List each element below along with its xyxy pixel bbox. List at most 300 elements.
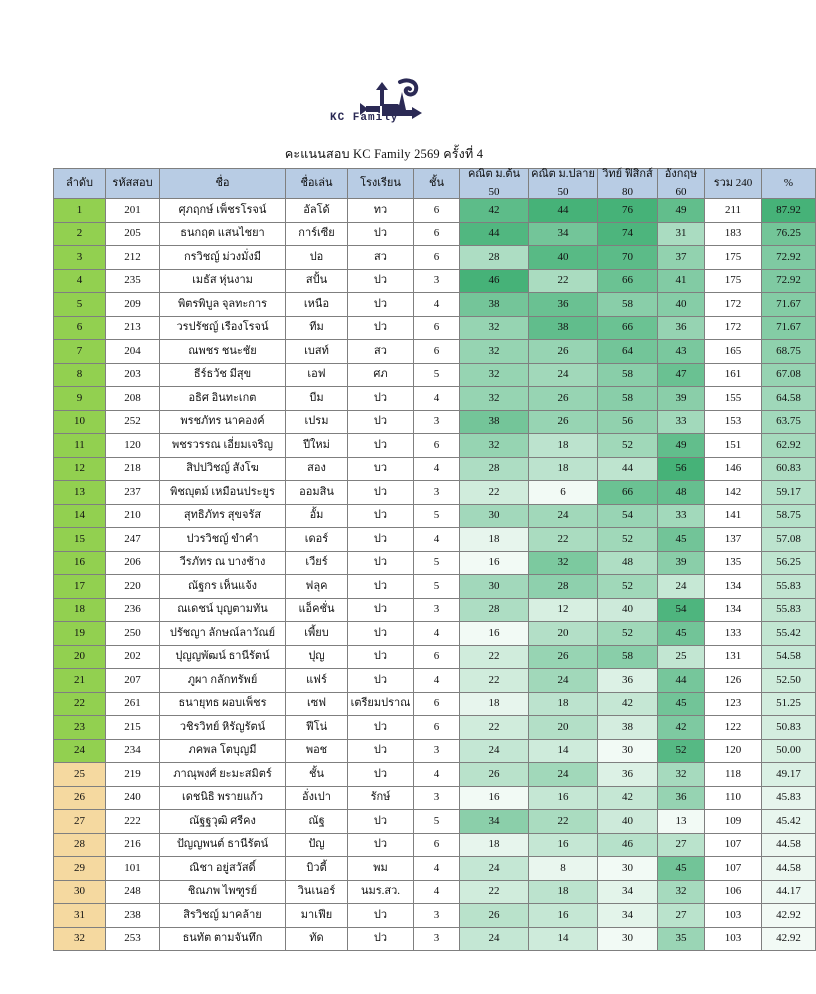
cell-total: 126 bbox=[705, 669, 762, 693]
cell-code: 240 bbox=[106, 786, 160, 810]
cell-school: ศภ bbox=[348, 363, 414, 387]
cell-s2: 26 bbox=[529, 340, 598, 364]
cell-total: 107 bbox=[705, 833, 762, 857]
cell-name: ชิณภพ ไพฑูรย์ bbox=[160, 880, 286, 904]
cell-name: เดชนิธิ พรายแก้ว bbox=[160, 786, 286, 810]
cell-grade: 6 bbox=[414, 222, 460, 246]
cell-school: นมร.สว. bbox=[348, 880, 414, 904]
cell-rank: 25 bbox=[54, 763, 106, 787]
cell-s2: 22 bbox=[529, 269, 598, 293]
cell-s2: 22 bbox=[529, 810, 598, 834]
cell-s2: 16 bbox=[529, 904, 598, 928]
cell-total: 110 bbox=[705, 786, 762, 810]
cell-total: 106 bbox=[705, 880, 762, 904]
cell-name: อธิศ อินทะเกต bbox=[160, 387, 286, 411]
cell-code: 235 bbox=[106, 269, 160, 293]
cell-pct: 72.92 bbox=[762, 246, 816, 270]
cell-name: ภูผา กลักทรัพย์ bbox=[160, 669, 286, 693]
cell-s3: 52 bbox=[598, 528, 658, 552]
cell-name: วรปรัชญ์ เรืองโรจน์ bbox=[160, 316, 286, 340]
cell-s4: 45 bbox=[658, 857, 705, 881]
col-header-label: ชั้น bbox=[429, 176, 444, 189]
cell-s4: 36 bbox=[658, 786, 705, 810]
cell-s3: 34 bbox=[598, 880, 658, 904]
cell-s4: 39 bbox=[658, 387, 705, 411]
cell-school: ปว bbox=[348, 763, 414, 787]
table-row bbox=[54, 504, 816, 528]
cell-s3: 34 bbox=[598, 904, 658, 928]
cell-rank: 12 bbox=[54, 457, 106, 481]
col-header-label: รวม 240 bbox=[713, 176, 753, 189]
cell-grade: 6 bbox=[414, 434, 460, 458]
cell-s3: 52 bbox=[598, 622, 658, 646]
cell-code: 206 bbox=[106, 551, 160, 575]
table-row bbox=[54, 786, 816, 810]
cell-s3: 76 bbox=[598, 199, 658, 223]
cell-rank: 5 bbox=[54, 293, 106, 317]
cell-pct: 59.17 bbox=[762, 481, 816, 505]
table-row bbox=[54, 457, 816, 481]
cell-grade: 3 bbox=[414, 269, 460, 293]
cell-s4: 56 bbox=[658, 457, 705, 481]
cell-s1: 16 bbox=[460, 786, 529, 810]
cell-code: 237 bbox=[106, 481, 160, 505]
cell-s1: 32 bbox=[460, 387, 529, 411]
cell-s4: 27 bbox=[658, 904, 705, 928]
cell-code: 218 bbox=[106, 457, 160, 481]
cell-school: ปว bbox=[348, 575, 414, 599]
cell-rank: 24 bbox=[54, 739, 106, 763]
cell-nick: สปั้น bbox=[286, 269, 348, 293]
cell-code: 213 bbox=[106, 316, 160, 340]
cell-pct: 58.75 bbox=[762, 504, 816, 528]
cell-pct: 52.50 bbox=[762, 669, 816, 693]
cell-s2: 44 bbox=[529, 199, 598, 223]
cell-rank: 31 bbox=[54, 904, 106, 928]
cell-name: ณพชร ชนะชัย bbox=[160, 340, 286, 364]
col-header-s3 bbox=[598, 169, 658, 199]
cell-rank: 14 bbox=[54, 504, 106, 528]
cell-total: 134 bbox=[705, 598, 762, 622]
cell-s4: 49 bbox=[658, 434, 705, 458]
cell-pct: 42.92 bbox=[762, 904, 816, 928]
cell-school: ปว bbox=[348, 528, 414, 552]
cell-pct: 44.58 bbox=[762, 857, 816, 881]
cell-grade: 3 bbox=[414, 786, 460, 810]
cell-name: สิรวิชญ์ มาคล้าย bbox=[160, 904, 286, 928]
cell-code: 120 bbox=[106, 434, 160, 458]
cell-name: วชิรวิทย์ หิรัญรัตน์ bbox=[160, 716, 286, 740]
cell-s1: 16 bbox=[460, 622, 529, 646]
cell-name: ธนกฤต แสนไชยา bbox=[160, 222, 286, 246]
cell-s1: 26 bbox=[460, 763, 529, 787]
cell-total: 211 bbox=[705, 199, 762, 223]
cell-code: 238 bbox=[106, 904, 160, 928]
cell-s4: 24 bbox=[658, 575, 705, 599]
cell-total: 103 bbox=[705, 927, 762, 951]
score-table bbox=[53, 168, 816, 951]
cell-rank: 32 bbox=[54, 927, 106, 951]
cell-grade: 3 bbox=[414, 410, 460, 434]
cell-s4: 44 bbox=[658, 669, 705, 693]
cell-s1: 18 bbox=[460, 833, 529, 857]
cell-code: 204 bbox=[106, 340, 160, 364]
cell-total: 122 bbox=[705, 716, 762, 740]
cell-grade: 6 bbox=[414, 716, 460, 740]
cell-name: สุทธิภัทร สุขจรัส bbox=[160, 504, 286, 528]
cell-school: ปว bbox=[348, 504, 414, 528]
cell-code: 201 bbox=[106, 199, 160, 223]
cell-pct: 55.83 bbox=[762, 575, 816, 599]
table-row bbox=[54, 598, 816, 622]
cell-school: ปว bbox=[348, 222, 414, 246]
cell-total: 141 bbox=[705, 504, 762, 528]
cell-s1: 22 bbox=[460, 645, 529, 669]
cell-s4: 45 bbox=[658, 528, 705, 552]
table-row bbox=[54, 199, 816, 223]
cell-nick: มาเฟีย bbox=[286, 904, 348, 928]
cell-s3: 70 bbox=[598, 246, 658, 270]
cell-s4: 41 bbox=[658, 269, 705, 293]
cell-s2: 14 bbox=[529, 739, 598, 763]
cell-school: ปว bbox=[348, 434, 414, 458]
cell-s3: 64 bbox=[598, 340, 658, 364]
cell-nick: วินเนอร์ bbox=[286, 880, 348, 904]
cell-pct: 45.83 bbox=[762, 786, 816, 810]
cell-s2: 32 bbox=[529, 551, 598, 575]
table-row bbox=[54, 551, 816, 575]
cell-pct: 45.42 bbox=[762, 810, 816, 834]
cell-name: ณิชา อยู่สวัสดิ์ bbox=[160, 857, 286, 881]
cell-s4: 13 bbox=[658, 810, 705, 834]
kc-family-anchor-logo-icon bbox=[324, 76, 444, 128]
cell-school: ปว bbox=[348, 598, 414, 622]
cell-nick: เหนือ bbox=[286, 293, 348, 317]
col-header-label: ชื่อเล่น bbox=[300, 176, 333, 189]
cell-total: 183 bbox=[705, 222, 762, 246]
cell-total: 172 bbox=[705, 293, 762, 317]
cell-name: ปุญญพัฒน์ ธานีรัตน์ bbox=[160, 645, 286, 669]
cell-name: กรวิชญ์ ม่วงมั่งมี bbox=[160, 246, 286, 270]
cell-total: 118 bbox=[705, 763, 762, 787]
cell-pct: 44.17 bbox=[762, 880, 816, 904]
cell-code: 202 bbox=[106, 645, 160, 669]
cell-pct: 55.42 bbox=[762, 622, 816, 646]
table-row bbox=[54, 880, 816, 904]
table-row bbox=[54, 904, 816, 928]
cell-nick: เซฟ bbox=[286, 692, 348, 716]
cell-s3: 30 bbox=[598, 857, 658, 881]
cell-pct: 72.92 bbox=[762, 269, 816, 293]
col-header-s1 bbox=[460, 169, 529, 199]
cell-nick: เอฟ bbox=[286, 363, 348, 387]
cell-pct: 87.92 bbox=[762, 199, 816, 223]
table-row bbox=[54, 293, 816, 317]
cell-rank: 29 bbox=[54, 857, 106, 881]
cell-school: ปว bbox=[348, 481, 414, 505]
cell-name: ปรัชญา ลักษณ์ลาวัณย์ bbox=[160, 622, 286, 646]
cell-name: พชรวรรณ เอี่ยมเจริญ bbox=[160, 434, 286, 458]
cell-s4: 49 bbox=[658, 199, 705, 223]
cell-s1: 22 bbox=[460, 669, 529, 693]
cell-code: 220 bbox=[106, 575, 160, 599]
col-header-label: ลำดับ bbox=[65, 176, 94, 189]
cell-rank: 15 bbox=[54, 528, 106, 552]
cell-s2: 12 bbox=[529, 598, 598, 622]
cell-nick: ฟลุค bbox=[286, 575, 348, 599]
cell-school: ปว bbox=[348, 551, 414, 575]
cell-s1: 32 bbox=[460, 434, 529, 458]
cell-rank: 1 bbox=[54, 199, 106, 223]
cell-school: ปว bbox=[348, 269, 414, 293]
cell-s2: 40 bbox=[529, 246, 598, 270]
cell-grade: 5 bbox=[414, 363, 460, 387]
cell-s3: 66 bbox=[598, 269, 658, 293]
cell-s3: 66 bbox=[598, 316, 658, 340]
table-row bbox=[54, 481, 816, 505]
cell-name: ณัฐกร เห็นแจ้ง bbox=[160, 575, 286, 599]
cell-grade: 4 bbox=[414, 387, 460, 411]
cell-grade: 6 bbox=[414, 692, 460, 716]
cell-name: ศุภฤกษ์ เพ็ชรโรจน์ bbox=[160, 199, 286, 223]
cell-nick: ออมสิน bbox=[286, 481, 348, 505]
cell-total: 165 bbox=[705, 340, 762, 364]
col-header-max: 80 bbox=[622, 185, 633, 198]
cell-s2: 36 bbox=[529, 293, 598, 317]
cell-pct: 44.58 bbox=[762, 833, 816, 857]
cell-rank: 3 bbox=[54, 246, 106, 270]
cell-s1: 32 bbox=[460, 340, 529, 364]
col-header-label: อังกฤษ bbox=[664, 168, 698, 180]
cell-s1: 42 bbox=[460, 199, 529, 223]
col-header-label: วิทย์ ฟิสิกส์ bbox=[602, 168, 653, 180]
cell-pct: 64.58 bbox=[762, 387, 816, 411]
cell-s4: 25 bbox=[658, 645, 705, 669]
cell-s1: 30 bbox=[460, 504, 529, 528]
cell-grade: 4 bbox=[414, 857, 460, 881]
col-header-total bbox=[705, 169, 762, 199]
cell-s3: 58 bbox=[598, 387, 658, 411]
cell-school: ปว bbox=[348, 410, 414, 434]
cell-grade: 6 bbox=[414, 246, 460, 270]
table-row bbox=[54, 363, 816, 387]
cell-s3: 58 bbox=[598, 293, 658, 317]
cell-code: 207 bbox=[106, 669, 160, 693]
cell-name: ภคพล โตบุญมี bbox=[160, 739, 286, 763]
cell-pct: 67.08 bbox=[762, 363, 816, 387]
cell-s3: 30 bbox=[598, 739, 658, 763]
cell-code: 248 bbox=[106, 880, 160, 904]
cell-s2: 22 bbox=[529, 528, 598, 552]
cell-s1: 44 bbox=[460, 222, 529, 246]
cell-s1: 18 bbox=[460, 528, 529, 552]
table-row bbox=[54, 269, 816, 293]
cell-s1: 46 bbox=[460, 269, 529, 293]
cell-code: 209 bbox=[106, 293, 160, 317]
cell-s1: 16 bbox=[460, 551, 529, 575]
cell-rank: 7 bbox=[54, 340, 106, 364]
cell-grade: 4 bbox=[414, 880, 460, 904]
table-row bbox=[54, 340, 816, 364]
cell-total: 137 bbox=[705, 528, 762, 552]
cell-total: 155 bbox=[705, 387, 762, 411]
cell-s4: 31 bbox=[658, 222, 705, 246]
cell-name: พิชญุตม์ เหมือนประยูร bbox=[160, 481, 286, 505]
cell-nick: อั้ม bbox=[286, 504, 348, 528]
cell-s3: 42 bbox=[598, 786, 658, 810]
cell-grade: 3 bbox=[414, 598, 460, 622]
cell-s4: 42 bbox=[658, 716, 705, 740]
cell-s1: 22 bbox=[460, 716, 529, 740]
cell-school: รักษ์ bbox=[348, 786, 414, 810]
cell-s2: 24 bbox=[529, 504, 598, 528]
page-title: คะแนนสอบ KC Family 2569 ครั้งที่ 4 bbox=[284, 147, 484, 161]
cell-s1: 38 bbox=[460, 410, 529, 434]
cell-s1: 18 bbox=[460, 692, 529, 716]
cell-total: 161 bbox=[705, 363, 762, 387]
cell-s1: 28 bbox=[460, 598, 529, 622]
cell-rank: 21 bbox=[54, 669, 106, 693]
cell-total: 175 bbox=[705, 269, 762, 293]
cell-pct: 71.67 bbox=[762, 316, 816, 340]
cell-rank: 8 bbox=[54, 363, 106, 387]
col-header-label: คณิต ม.ปลาย bbox=[531, 168, 595, 180]
cell-s3: 66 bbox=[598, 481, 658, 505]
cell-rank: 6 bbox=[54, 316, 106, 340]
cell-name: พรชภัทร นาคองค์ bbox=[160, 410, 286, 434]
cell-grade: 3 bbox=[414, 927, 460, 951]
cell-nick: เปรม bbox=[286, 410, 348, 434]
cell-s4: 35 bbox=[658, 927, 705, 951]
cell-rank: 26 bbox=[54, 786, 106, 810]
cell-s4: 33 bbox=[658, 410, 705, 434]
cell-s2: 24 bbox=[529, 669, 598, 693]
cell-nick: ฟีโน่ bbox=[286, 716, 348, 740]
cell-pct: 71.67 bbox=[762, 293, 816, 317]
col-header-max: 50 bbox=[488, 185, 500, 198]
col-header-name bbox=[160, 169, 286, 199]
cell-pct: 42.92 bbox=[762, 927, 816, 951]
cell-s4: 45 bbox=[658, 622, 705, 646]
cell-code: 208 bbox=[106, 387, 160, 411]
cell-rank: 19 bbox=[54, 622, 106, 646]
cell-grade: 4 bbox=[414, 457, 460, 481]
cell-name: ปัญญพนต์ ธานีรัตน์ bbox=[160, 833, 286, 857]
cell-grade: 5 bbox=[414, 551, 460, 575]
cell-nick: พอช bbox=[286, 739, 348, 763]
cell-name: วีรภัทร ณ บางช้าง bbox=[160, 551, 286, 575]
cell-rank: 30 bbox=[54, 880, 106, 904]
cell-pct: 50.00 bbox=[762, 739, 816, 763]
cell-pct: 49.17 bbox=[762, 763, 816, 787]
table-row bbox=[54, 669, 816, 693]
cell-grade: 5 bbox=[414, 504, 460, 528]
cell-code: 247 bbox=[106, 528, 160, 552]
cell-nick: ปุญ bbox=[286, 645, 348, 669]
cell-rank: 20 bbox=[54, 645, 106, 669]
cell-pct: 62.92 bbox=[762, 434, 816, 458]
cell-total: 107 bbox=[705, 857, 762, 881]
cell-s1: 38 bbox=[460, 293, 529, 317]
cell-pct: 68.75 bbox=[762, 340, 816, 364]
cell-name: ปวรวิชญ์ ขำคำ bbox=[160, 528, 286, 552]
cell-name: พิตรพิบูล จุลทะการ bbox=[160, 293, 286, 317]
cell-school: บว bbox=[348, 457, 414, 481]
cell-s2: 28 bbox=[529, 575, 598, 599]
cell-school: ปว bbox=[348, 739, 414, 763]
cell-grade: 4 bbox=[414, 622, 460, 646]
cell-rank: 17 bbox=[54, 575, 106, 599]
cell-school: ปว bbox=[348, 293, 414, 317]
cell-grade: 5 bbox=[414, 810, 460, 834]
cell-total: 146 bbox=[705, 457, 762, 481]
cell-grade: 6 bbox=[414, 833, 460, 857]
cell-total: 142 bbox=[705, 481, 762, 505]
cell-nick: แฟร์ bbox=[286, 669, 348, 693]
table-header bbox=[54, 169, 816, 199]
cell-pct: 55.83 bbox=[762, 598, 816, 622]
cell-s2: 26 bbox=[529, 410, 598, 434]
cell-school: ปว bbox=[348, 927, 414, 951]
cell-s3: 40 bbox=[598, 810, 658, 834]
cell-s1: 28 bbox=[460, 457, 529, 481]
cell-total: 103 bbox=[705, 904, 762, 928]
table-row bbox=[54, 833, 816, 857]
col-header-max: 50 bbox=[557, 185, 569, 198]
cell-grade: 6 bbox=[414, 645, 460, 669]
cell-nick: บิวตี้ bbox=[286, 857, 348, 881]
cell-total: 131 bbox=[705, 645, 762, 669]
cell-name: ธนทัต ตามจันทึก bbox=[160, 927, 286, 951]
table-row bbox=[54, 575, 816, 599]
cell-s3: 36 bbox=[598, 669, 658, 693]
cell-s2: 38 bbox=[529, 316, 598, 340]
cell-s3: 40 bbox=[598, 598, 658, 622]
cell-school: พม bbox=[348, 857, 414, 881]
cell-total: 134 bbox=[705, 575, 762, 599]
cell-nick: ปอ bbox=[286, 246, 348, 270]
cell-nick: แอ็คชั่น bbox=[286, 598, 348, 622]
table-row bbox=[54, 763, 816, 787]
col-header-label: รหัสสอบ bbox=[112, 176, 153, 189]
cell-s3: 42 bbox=[598, 692, 658, 716]
cell-s1: 24 bbox=[460, 927, 529, 951]
cell-code: 212 bbox=[106, 246, 160, 270]
table-row bbox=[54, 316, 816, 340]
table-body bbox=[54, 199, 816, 951]
col-header-label: ชื่อ bbox=[215, 176, 230, 189]
cell-s3: 48 bbox=[598, 551, 658, 575]
cell-nick: ชั้น bbox=[286, 763, 348, 787]
cell-total: 133 bbox=[705, 622, 762, 646]
cell-s1: 32 bbox=[460, 316, 529, 340]
cell-school: ปว bbox=[348, 622, 414, 646]
cell-pct: 54.58 bbox=[762, 645, 816, 669]
cell-total: 123 bbox=[705, 692, 762, 716]
logo-block bbox=[0, 0, 768, 164]
cell-rank: 27 bbox=[54, 810, 106, 834]
col-header-code bbox=[106, 169, 160, 199]
col-header-label: โรงเรียน bbox=[360, 176, 401, 189]
table-row bbox=[54, 645, 816, 669]
cell-s4: 45 bbox=[658, 692, 705, 716]
cell-s1: 32 bbox=[460, 363, 529, 387]
cell-s3: 30 bbox=[598, 927, 658, 951]
cell-code: 219 bbox=[106, 763, 160, 787]
cell-s3: 58 bbox=[598, 363, 658, 387]
cell-grade: 3 bbox=[414, 481, 460, 505]
cell-s2: 26 bbox=[529, 645, 598, 669]
